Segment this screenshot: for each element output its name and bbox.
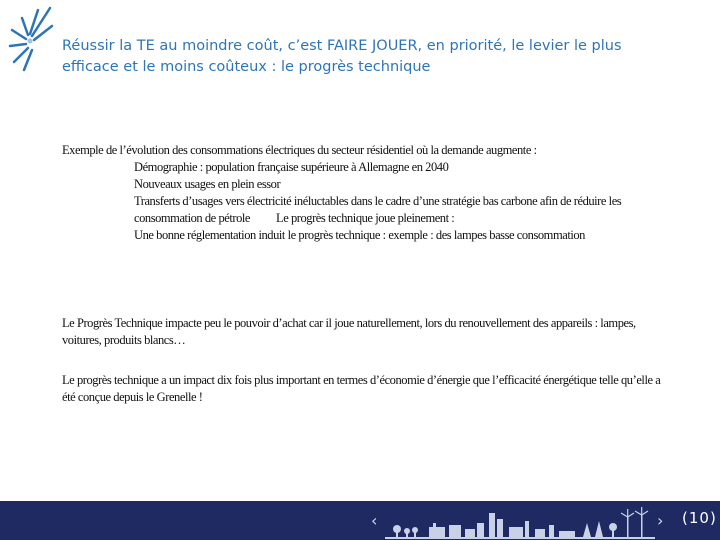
bullet-demographie: Démographie : population française supérieure à Allemagne en 2040 bbox=[134, 160, 449, 174]
next-arrow-icon[interactable]: › bbox=[657, 511, 664, 530]
slide-title: Réussir la TE au moindre coût, c’est FAIRE JOUER, en priorité, le levier le plus efficace et le moins coûteux : le progrès technique bbox=[62, 38, 622, 75]
sparkle-logo bbox=[8, 4, 58, 74]
prev-arrow-icon[interactable]: ‹ bbox=[371, 511, 378, 530]
transferts-text: Transferts d’usages vers électricité inéluctables dans le cadre d’une stratégie bas carbone afin de réduire les consommation de pétrole bbox=[134, 194, 622, 225]
footer-bar bbox=[0, 501, 720, 540]
bullet-transferts bbox=[62, 193, 672, 227]
intro-text: Exemple de l’évolution des consommations électriques du secteur résidentiel où la demande augmente : bbox=[62, 143, 537, 157]
paragraph-pouvoir-achat: Le Progrès Technique impacte peu le pouvoir d’achat car il joue naturellement, lors du renouvellement des appareils : lampes, voitures, produits blancs… bbox=[62, 316, 636, 347]
energy-skyline-icon bbox=[385, 505, 655, 539]
page-number-value: 10 bbox=[688, 509, 710, 527]
bullet-reglementation: Une bonne réglementation induit le progrès technique : exemple : des lampes basse consommation bbox=[134, 228, 585, 242]
paragraph-impact: Le progrès technique a un impact dix fois plus important en termes d’économie d’énergie que l’efficacité énergétique telle qu’elle a été conçue depuis le Grenelle ! bbox=[62, 373, 661, 404]
page-number: (10) bbox=[682, 509, 717, 527]
intro-block bbox=[62, 142, 672, 244]
bullet-nouveaux-usages: Nouveaux usages en plein essor bbox=[134, 177, 281, 191]
progres-text: Le progrès technique joue pleinement : bbox=[276, 211, 455, 225]
